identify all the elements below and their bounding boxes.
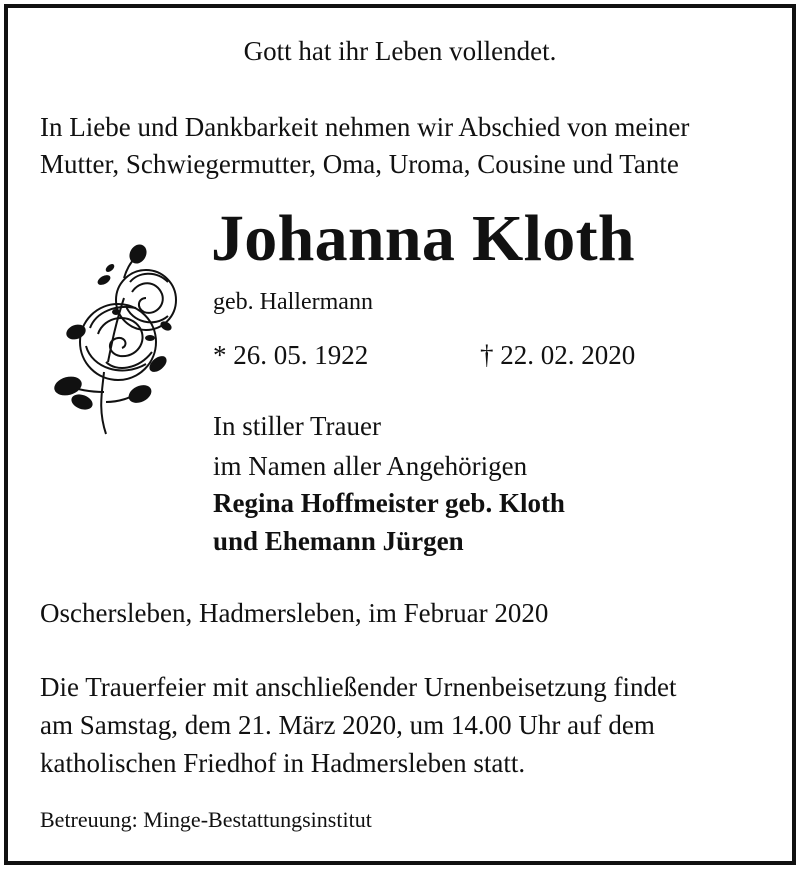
birth-date: * 26. 05. 1922 <box>213 340 369 370</box>
grief-line-1: In stiller Trauer <box>213 411 381 441</box>
rose-icon <box>46 242 186 438</box>
grief-line-2: im Namen aller Angehörigen <box>213 451 528 481</box>
funeral-line-1: Die Trauerfeier mit anschließender Urnenbeisetzung findet <box>40 672 677 702</box>
funeral-home-credit: Betreuung: Minge-Bestattungsinstitut <box>40 807 372 832</box>
intro-line-2: Mutter, Schwiegermutter, Oma, Uroma, Cousine und Tante <box>40 149 679 179</box>
place-and-date: Oschersleben, Hadmersleben, im Februar 2020 <box>40 598 549 628</box>
deceased-name: Johanna Kloth <box>211 202 635 275</box>
maiden-name: geb. Hallermann <box>213 289 373 315</box>
funeral-line-2: am Samstag, dem 21. März 2020, um 14.00 Uhr auf dem <box>40 710 655 740</box>
death-date: † 22. 02. 2020 <box>480 340 636 370</box>
funeral-line-3: katholischen Friedhof in Hadmersleben statt. <box>40 748 526 778</box>
heading-verse: Gott hat ihr Leben vollendet. <box>243 36 557 66</box>
intro-line-1: In Liebe und Dankbarkeit nehmen wir Abschied von meiner <box>40 112 690 142</box>
mourner-line-2: und Ehemann Jürgen <box>213 526 464 556</box>
obituary-notice <box>4 4 796 865</box>
mourner-line-1: Regina Hoffmeister geb. Kloth <box>213 488 565 518</box>
